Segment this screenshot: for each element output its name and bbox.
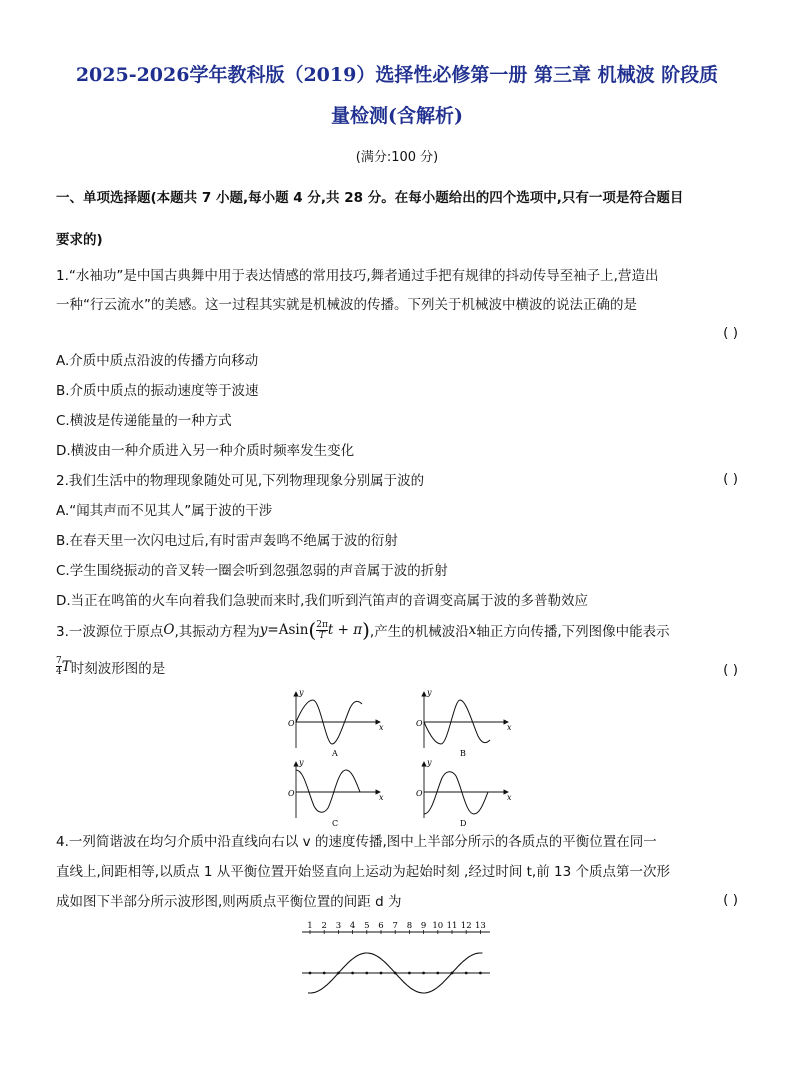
graph-a-x-label: x [379, 723, 384, 732]
graph-a-label: A [332, 749, 338, 758]
particle-number-10: 10 [432, 921, 444, 931]
document-title-line1: 2025-2026学年教科版（2019）选择性必修第一册 第三章 机械波 阶段质 [75, 64, 719, 86]
particle-dot-2 [323, 972, 326, 975]
q2-answer-paren: ( ) [723, 471, 738, 487]
document-title-line2: 量检测(含解析) [331, 105, 463, 127]
q2-option-d: D.当正在鸣笛的火车向着我们急驶而来时,我们听到汽笛声的音调变高属于波的多普勒效应 [56, 593, 588, 609]
graph-d-y-label: y [427, 758, 432, 767]
q4-stem-line1: 4.一列简谐波在均匀介质中沿直线向右以 v 的速度传播,图中上半部分所示的各质点的平衡位置在同一 [56, 834, 657, 850]
graph-c-origin: O [288, 789, 295, 798]
particle-number-5: 5 [364, 921, 370, 931]
graph-d-label: D [460, 819, 467, 826]
q2-option-b: B.在春天里一次闪电过后,有时雷声轰鸣不绝属于波的衍射 [56, 533, 398, 549]
full-score: (满分:100 分) [355, 150, 439, 165]
time-fraction: 7 4 [56, 656, 62, 677]
q1-option-c: C.横波是传递能量的一种方式 [56, 413, 232, 429]
q4-stem-line3: 成如图下半部分所示波形图,则两质点平衡位置的间距 d 为 [56, 894, 402, 910]
q3-stem-line2: 7 4 T 时刻波形图的是 [56, 656, 166, 677]
particle-dot-12 [465, 972, 468, 975]
q3-wave-graphs-figure [280, 686, 520, 826]
q2-option-c: C.学生围绕振动的音叉转一圈会听到忽强忽弱的声音属于波的折射 [56, 563, 448, 579]
graph-d-x-label: x [507, 793, 512, 802]
graph-b-origin: O [416, 719, 423, 728]
particle-dot-9 [422, 972, 425, 975]
graph-d [416, 758, 512, 826]
particle-dot-8 [408, 972, 411, 975]
q2-option-a: A.“闻其声而不见其人”属于波的干涉 [56, 503, 273, 519]
q2-stem: 2.我们生活中的物理现象随处可见,下列物理现象分别属于波的 [56, 473, 425, 489]
particle-number-7: 7 [392, 921, 398, 931]
graph-d-origin: O [416, 789, 423, 798]
q3-answer-paren: ( ) [723, 662, 738, 678]
q1-stem-line1: 1.“水袖功”是中国古典舞中用于表达情感的常用技巧,舞者通过手把有规律的抖动传导至袖子上,营造出 [56, 268, 659, 284]
particle-dot-1 [309, 972, 312, 975]
section-heading-line1: 一、单项选择题(本题共 7 小题,每小题 4 分,共 28 分。在每小题给出的四个选项中,只有一项是符合题目 [56, 190, 684, 206]
particle-number-13: 13 [474, 921, 486, 931]
section-heading-line2: 要求的) [56, 232, 103, 248]
q4-particle-wave-figure [296, 916, 496, 1000]
graph-c-y-label: y [299, 758, 304, 767]
graph-a-y-label: y [299, 688, 304, 697]
graph-a-origin: O [288, 719, 295, 728]
q1-option-d: D.横波由一种介质进入另一种介质时频率发生变化 [56, 443, 355, 459]
particle-number-2: 2 [321, 921, 327, 931]
particle-dot-10 [436, 972, 439, 975]
q4-answer-paren: ( ) [723, 892, 738, 908]
graph-b-label: B [460, 749, 466, 758]
particle-number-4: 4 [349, 921, 356, 931]
q1-answer-paren: ( ) [723, 325, 738, 341]
q1-option-a: A.介质中质点沿波的传播方向移动 [56, 353, 259, 369]
particle-dot-4 [351, 972, 354, 975]
graph-b-x-label: x [507, 723, 512, 732]
graph-c-label: C [332, 819, 339, 826]
graph-c-x-label: x [379, 793, 384, 802]
q4-stem-line2: 直线上,间距相等,以质点 1 从平衡位置开始竖直向上运动为起始时刻 ,经过时间 t,前 13 个质点第一次形 [56, 864, 670, 880]
particle-number-1: 1 [307, 921, 313, 931]
particle-number-11: 11 [446, 921, 458, 931]
particle-dot-13 [479, 972, 482, 975]
graph-c [288, 758, 384, 826]
particle-dot-6 [380, 972, 383, 975]
graph-b-y-label: y [427, 688, 432, 697]
formula-fraction: 2π T [316, 619, 328, 641]
graph-a [288, 688, 384, 758]
q1-stem-line2: 一种“行云流水”的美感。这一过程其实就是机械波的传播。下列关于机械波中横波的说法正确的是 [56, 297, 637, 313]
particle-number-9: 9 [420, 921, 427, 931]
particle-number-12: 12 [460, 921, 472, 931]
particle-number-8: 8 [406, 921, 413, 931]
particle-number-6: 6 [378, 921, 384, 931]
q1-option-b: B.介质中质点的振动速度等于波速 [56, 383, 259, 399]
graph-b [416, 688, 512, 758]
particle-number-3: 3 [335, 921, 342, 931]
q3-stem-line1: 3.一波源位于原点 O ,其振动方程为 y =Asin ( 2π T t + π ) ,产生的机械波沿 x 轴正方向传播,下列图像中能表示 [56, 618, 670, 642]
particle-dot-5 [365, 972, 368, 975]
particle-number-labels [307, 921, 486, 931]
